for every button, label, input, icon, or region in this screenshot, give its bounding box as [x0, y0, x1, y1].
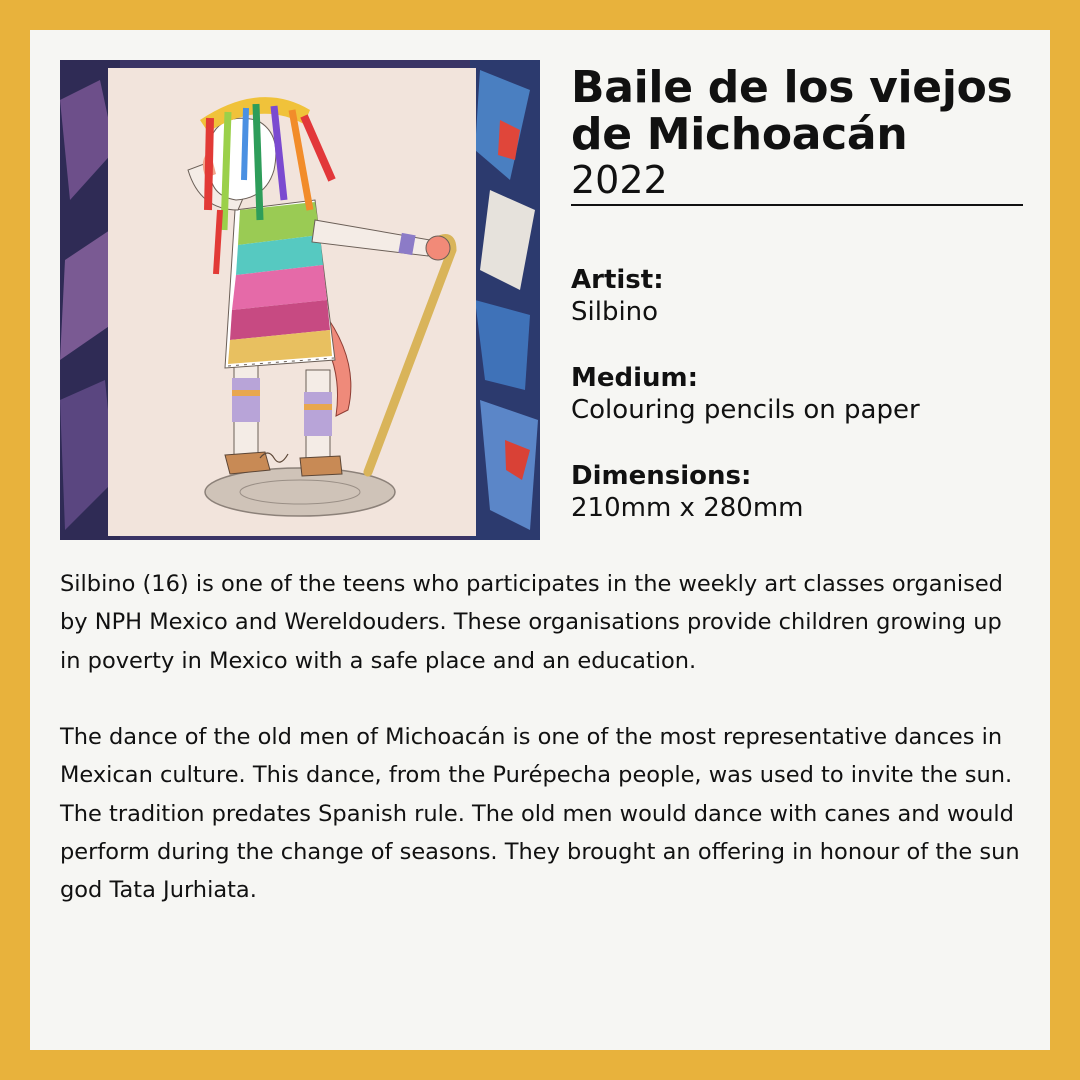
description: [60, 565, 1025, 910]
year-underline: [571, 204, 1023, 206]
artwork-card: [30, 30, 1050, 1050]
artist-field: [571, 264, 1023, 328]
artwork-info: [571, 64, 1023, 524]
artwork-year: 2022: [571, 158, 668, 202]
artwork-title-line1: Baile de los viejos: [571, 62, 1013, 113]
artwork-photo: [60, 60, 540, 540]
description-paragraph-1: Silbino (16) is one of the teens who participates in the weekly art classes organised by NPH Mexico and Wereldouders. These organisations provide children growing up in poverty in Mexico with a safe place and an education.: [60, 571, 1003, 674]
dimensions-value: 210mm x 280mm: [571, 493, 804, 523]
dimensions-label: Dimensions:: [571, 461, 752, 491]
medium-label: Medium:: [571, 363, 699, 393]
artwork-title-line2: de Michoacán: [571, 109, 908, 160]
description-paragraph-2: The dance of the old men of Michoacán is one of the most representative dances in Mexican culture. This dance, from the Purépecha people, was used to invite the sun. The tradition predates Spanish rule. The old men would dance with canes and would perform during the change of seasons. They brought an offering in honour of the sun god Tata Jurhiata.: [60, 724, 1020, 904]
artwork-drawing: [60, 60, 540, 540]
year-row: [571, 158, 1023, 208]
artist-label: Artist:: [571, 265, 664, 295]
medium-value: Colouring pencils on paper: [571, 395, 920, 425]
medium-field: [571, 362, 1023, 426]
artwork-title: [571, 64, 1023, 158]
artist-value: Silbino: [571, 297, 659, 327]
dimensions-field: [571, 460, 1023, 524]
